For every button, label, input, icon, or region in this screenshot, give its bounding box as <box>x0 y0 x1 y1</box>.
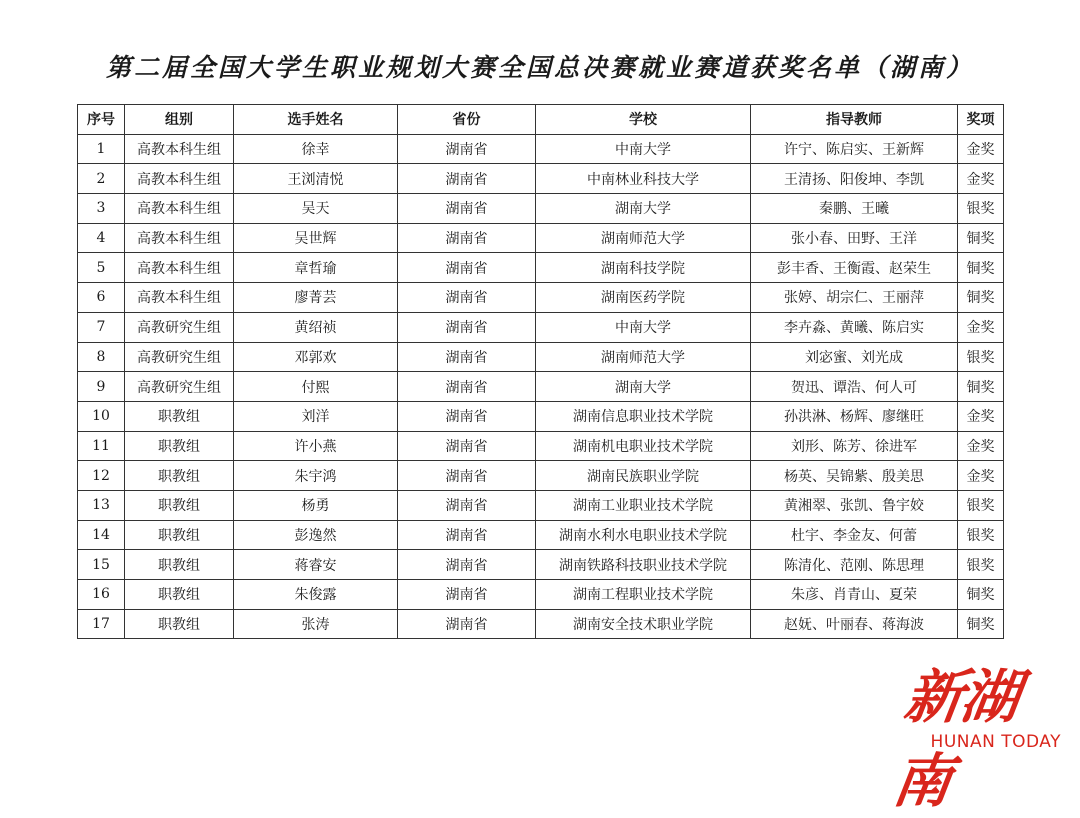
cell-award: 金奖 <box>958 312 1004 342</box>
cell-group: 高教研究生组 <box>125 372 234 402</box>
cell-school: 中南林业科技大学 <box>536 164 751 194</box>
cell-group: 高教研究生组 <box>125 312 234 342</box>
table-body <box>78 134 1004 639</box>
cell-contestant: 朱宇鸿 <box>234 461 398 491</box>
cell-advisors: 李卉淼、黄曦、陈启实 <box>751 312 958 342</box>
cell-advisors: 赵妩、叶丽春、蒋海波 <box>751 609 958 639</box>
cell-award: 金奖 <box>958 164 1004 194</box>
cell-school: 湖南铁路科技职业技术学院 <box>536 550 751 580</box>
cell-index: 10 <box>78 401 125 431</box>
cell-province: 湖南省 <box>398 223 536 253</box>
table-row <box>78 342 1004 372</box>
cell-group: 高教本科生组 <box>125 164 234 194</box>
cell-advisors: 黄湘翠、张凯、鲁宇姣 <box>751 490 958 520</box>
logo-chinese-text: 新湖南 <box>888 663 1022 815</box>
cell-award: 铜奖 <box>958 609 1004 639</box>
cell-school: 湖南大学 <box>536 372 751 402</box>
cell-province: 湖南省 <box>398 490 536 520</box>
cell-advisors: 杨英、吴锦紫、殷美思 <box>751 461 958 491</box>
table-row <box>78 253 1004 283</box>
cell-award: 银奖 <box>958 194 1004 224</box>
cell-award: 金奖 <box>958 431 1004 461</box>
table-row <box>78 609 1004 639</box>
cell-group: 高教本科生组 <box>125 194 234 224</box>
cell-award: 银奖 <box>958 520 1004 550</box>
header-index: 序号 <box>78 105 125 135</box>
cell-index: 1 <box>78 134 125 164</box>
cell-award: 铜奖 <box>958 283 1004 313</box>
cell-advisors: 杜宇、李金友、何蕾 <box>751 520 958 550</box>
table-row <box>78 461 1004 491</box>
cell-award: 银奖 <box>958 550 1004 580</box>
cell-school: 湖南师范大学 <box>536 342 751 372</box>
cell-group: 高教本科生组 <box>125 253 234 283</box>
cell-contestant: 张涛 <box>234 609 398 639</box>
cell-index: 15 <box>78 550 125 580</box>
table-row <box>78 283 1004 313</box>
cell-province: 湖南省 <box>398 461 536 491</box>
cell-index: 17 <box>78 609 125 639</box>
cell-province: 湖南省 <box>398 520 536 550</box>
cell-province: 湖南省 <box>398 134 536 164</box>
cell-contestant: 章哲瑜 <box>234 253 398 283</box>
cell-contestant: 徐幸 <box>234 134 398 164</box>
cell-index: 12 <box>78 461 125 491</box>
cell-province: 湖南省 <box>398 372 536 402</box>
table-row <box>78 223 1004 253</box>
header-group: 组别 <box>125 105 234 135</box>
cell-index: 9 <box>78 372 125 402</box>
cell-group: 职教组 <box>125 609 234 639</box>
cell-group: 高教本科生组 <box>125 134 234 164</box>
cell-index: 11 <box>78 431 125 461</box>
cell-index: 13 <box>78 490 125 520</box>
cell-contestant: 吴世辉 <box>234 223 398 253</box>
cell-contestant: 杨勇 <box>234 490 398 520</box>
cell-contestant: 吴天 <box>234 194 398 224</box>
cell-award: 银奖 <box>958 490 1004 520</box>
cell-contestant: 廖菁芸 <box>234 283 398 313</box>
header-advisors: 指导教师 <box>751 105 958 135</box>
cell-advisors: 孙洪淋、杨辉、廖继旺 <box>751 401 958 431</box>
cell-advisors: 贺迅、谭浩、何人可 <box>751 372 958 402</box>
cell-province: 湖南省 <box>398 342 536 372</box>
cell-contestant: 付熙 <box>234 372 398 402</box>
cell-advisors: 陈清化、范刚、陈思理 <box>751 550 958 580</box>
cell-group: 高教本科生组 <box>125 223 234 253</box>
cell-contestant: 刘洋 <box>234 401 398 431</box>
cell-group: 职教组 <box>125 431 234 461</box>
cell-group: 职教组 <box>125 580 234 610</box>
cell-group: 职教组 <box>125 461 234 491</box>
cell-contestant: 蒋睿安 <box>234 550 398 580</box>
cell-index: 6 <box>78 283 125 313</box>
header-contestant: 选手姓名 <box>234 105 398 135</box>
cell-index: 5 <box>78 253 125 283</box>
cell-contestant: 邓郭欢 <box>234 342 398 372</box>
cell-school: 湖南信息职业技术学院 <box>536 401 751 431</box>
cell-contestant: 朱俊露 <box>234 580 398 610</box>
cell-province: 湖南省 <box>398 580 536 610</box>
table-row <box>78 164 1004 194</box>
cell-school: 湖南水利水电职业技术学院 <box>536 520 751 550</box>
cell-school: 湖南科技学院 <box>536 253 751 283</box>
cell-school: 湖南工业职业技术学院 <box>536 490 751 520</box>
header-award: 奖项 <box>958 105 1004 135</box>
cell-school: 湖南师范大学 <box>536 223 751 253</box>
awards-table <box>77 104 1004 639</box>
hunan-today-logo <box>888 650 1075 815</box>
cell-contestant: 许小燕 <box>234 431 398 461</box>
cell-school: 中南大学 <box>536 312 751 342</box>
cell-award: 金奖 <box>958 461 1004 491</box>
cell-contestant: 王浏清悦 <box>234 164 398 194</box>
cell-award: 金奖 <box>958 401 1004 431</box>
cell-advisors: 王清扬、阳俊坤、李凯 <box>751 164 958 194</box>
cell-award: 银奖 <box>958 342 1004 372</box>
cell-province: 湖南省 <box>398 164 536 194</box>
table-row <box>78 134 1004 164</box>
cell-advisors: 刘宓蜜、刘光成 <box>751 342 958 372</box>
cell-index: 4 <box>78 223 125 253</box>
table-row <box>78 312 1004 342</box>
cell-advisors: 张小春、田野、王洋 <box>751 223 958 253</box>
cell-award: 金奖 <box>958 134 1004 164</box>
table-header-row <box>78 105 1004 135</box>
cell-advisors: 彭丰香、王衡霞、赵荣生 <box>751 253 958 283</box>
logo-english-text: HUNAN TODAY <box>930 732 1061 752</box>
table-row <box>78 520 1004 550</box>
cell-school: 湖南工程职业技术学院 <box>536 580 751 610</box>
cell-province: 湖南省 <box>398 431 536 461</box>
cell-award: 铜奖 <box>958 372 1004 402</box>
cell-school: 湖南民族职业学院 <box>536 461 751 491</box>
cell-index: 16 <box>78 580 125 610</box>
table-row <box>78 194 1004 224</box>
cell-province: 湖南省 <box>398 253 536 283</box>
cell-group: 高教本科生组 <box>125 283 234 313</box>
cell-advisors: 朱彦、肖青山、夏荣 <box>751 580 958 610</box>
cell-school: 湖南机电职业技术学院 <box>536 431 751 461</box>
table-row <box>78 401 1004 431</box>
document-title: 第二届全国大学生职业规划大赛全国总决赛就业赛道获奖名单（湖南） <box>105 53 974 82</box>
cell-province: 湖南省 <box>398 609 536 639</box>
cell-province: 湖南省 <box>398 401 536 431</box>
cell-index: 7 <box>78 312 125 342</box>
table-row <box>78 550 1004 580</box>
cell-index: 3 <box>78 194 125 224</box>
cell-index: 8 <box>78 342 125 372</box>
header-school: 学校 <box>536 105 751 135</box>
cell-contestant: 黄绍祯 <box>234 312 398 342</box>
cell-award: 铜奖 <box>958 223 1004 253</box>
cell-contestant: 彭逸然 <box>234 520 398 550</box>
cell-group: 职教组 <box>125 520 234 550</box>
cell-school: 湖南大学 <box>536 194 751 224</box>
cell-province: 湖南省 <box>398 550 536 580</box>
cell-group: 职教组 <box>125 490 234 520</box>
cell-award: 铜奖 <box>958 580 1004 610</box>
header-province: 省份 <box>398 105 536 135</box>
cell-advisors: 张婷、胡宗仁、王丽萍 <box>751 283 958 313</box>
cell-index: 2 <box>78 164 125 194</box>
cell-school: 中南大学 <box>536 134 751 164</box>
cell-school: 湖南安全技术职业学院 <box>536 609 751 639</box>
cell-advisors: 秦鹏、王曦 <box>751 194 958 224</box>
cell-province: 湖南省 <box>398 194 536 224</box>
table-row <box>78 372 1004 402</box>
cell-group: 职教组 <box>125 550 234 580</box>
table-row <box>78 580 1004 610</box>
cell-school: 湖南医药学院 <box>536 283 751 313</box>
cell-advisors: 许宁、陈启实、王新辉 <box>751 134 958 164</box>
table-row <box>78 490 1004 520</box>
cell-index: 14 <box>78 520 125 550</box>
cell-award: 铜奖 <box>958 253 1004 283</box>
table-row <box>78 431 1004 461</box>
cell-advisors: 刘形、陈芳、徐进军 <box>751 431 958 461</box>
cell-group: 高教研究生组 <box>125 342 234 372</box>
cell-group: 职教组 <box>125 401 234 431</box>
cell-province: 湖南省 <box>398 283 536 313</box>
cell-province: 湖南省 <box>398 312 536 342</box>
